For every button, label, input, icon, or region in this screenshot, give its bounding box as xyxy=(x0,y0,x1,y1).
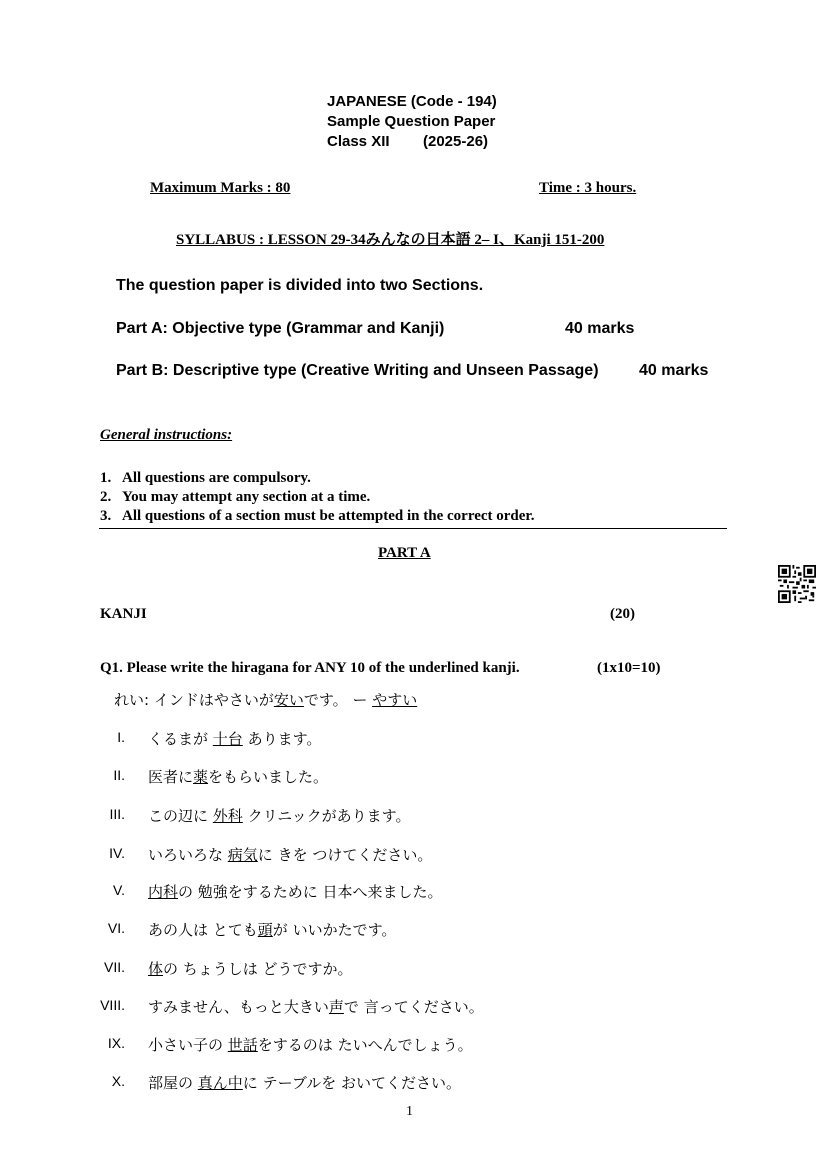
question-1-text: Q1. Please write the hiragana for ANY 10 of the underlined kanji. xyxy=(100,660,520,676)
question-item xyxy=(148,996,484,1017)
example-answer: やすい xyxy=(372,691,418,709)
item-prefix: あの人は とても xyxy=(148,921,258,939)
item-underlined-kanji: 世話 xyxy=(227,1036,258,1054)
item-suffix: に テーブルを おいてください。 xyxy=(242,1074,461,1092)
item-prefix: 小さい子の xyxy=(148,1036,228,1054)
question-1-marks: (1x10=10) xyxy=(597,660,661,676)
item-prefix: 部屋の xyxy=(148,1074,198,1092)
question-item xyxy=(148,1072,461,1093)
item-prefix: この辺に xyxy=(148,807,213,825)
item-suffix: をするのは たいへんでしょう。 xyxy=(257,1036,473,1054)
part-a-title: PART A xyxy=(378,545,431,561)
item-suffix: の ちょうしは どうですか。 xyxy=(163,960,353,978)
example-suffix: です。 ー xyxy=(303,691,373,709)
question-item xyxy=(148,805,410,826)
paper-class: Class XII xyxy=(327,133,390,150)
item-number: IV. xyxy=(109,845,125,861)
item-suffix: に きを つけてください。 xyxy=(257,846,433,864)
item-underlined-kanji: 内科 xyxy=(148,883,179,901)
example-prefix: れい: インドはやさいが xyxy=(114,691,274,709)
question-item xyxy=(148,958,353,979)
item-suffix: をもらいました。 xyxy=(208,768,329,786)
part-a-marks: 40 marks xyxy=(565,320,635,337)
instruction-number: 1. xyxy=(100,470,112,486)
item-prefix: 医者に xyxy=(148,768,194,786)
item-number: IX. xyxy=(107,1035,125,1051)
item-number: I. xyxy=(117,729,125,745)
item-number: VII. xyxy=(103,959,125,975)
item-underlined-kanji: 薬 xyxy=(193,768,209,786)
item-prefix: くるまが xyxy=(148,730,213,748)
instruction-text: You may attempt any section at a time. xyxy=(122,489,371,505)
question-item xyxy=(148,1034,473,1055)
instruction-text: All questions are compulsory. xyxy=(122,470,311,486)
instruction-item xyxy=(100,489,370,506)
instruction-item xyxy=(100,470,311,487)
example-underlined-kanji: 安い xyxy=(273,691,304,709)
question-item xyxy=(148,919,396,940)
item-suffix: が いいかたです。 xyxy=(272,921,397,939)
kanji-section-marks: (20) xyxy=(610,606,635,622)
item-underlined-kanji: 十台 xyxy=(212,730,243,748)
item-suffix: クリニックがあります。 xyxy=(242,807,411,825)
part-b-marks: 40 marks xyxy=(639,362,709,379)
instructions-title: General instructions: xyxy=(100,427,233,443)
item-underlined-kanji: 頭 xyxy=(257,921,273,939)
item-underlined-kanji: 真ん中 xyxy=(197,1074,243,1092)
example-line xyxy=(114,689,417,710)
qr-code-icon xyxy=(778,565,816,603)
maximum-marks: Maximum Marks : 80 xyxy=(150,180,291,196)
instruction-text: All questions of a section must be attempted in the correct order. xyxy=(122,508,535,524)
paper-year: (2025-26) xyxy=(423,133,489,150)
instruction-item xyxy=(100,508,534,525)
item-underlined-kanji: 体 xyxy=(148,960,164,978)
item-underlined-kanji: 声 xyxy=(328,998,344,1016)
item-number: III. xyxy=(109,806,125,822)
paper-title: JAPANESE (Code - 194) xyxy=(327,93,497,110)
item-underlined-kanji: 病気 xyxy=(227,846,258,864)
item-number: VI. xyxy=(107,920,125,936)
kanji-section-label: KANJI xyxy=(100,606,147,622)
part-a-description: Part A: Objective type (Grammar and Kanji) xyxy=(116,320,445,337)
item-prefix: すみません、もっと大きい xyxy=(148,998,329,1016)
part-b-description: Part B: Descriptive type (Creative Writing and Unseen Passage) xyxy=(116,362,599,379)
paper-subtitle: Sample Question Paper xyxy=(327,113,496,130)
page-number: 1 xyxy=(406,1104,413,1119)
time-allowed: Time : 3 hours. xyxy=(539,180,637,196)
question-item xyxy=(148,844,432,865)
syllabus-line: SYLLABUS : LESSON 29-34みんなの日本語 2– I、Kanji 151-200 xyxy=(176,232,605,248)
item-underlined-kanji: 外科 xyxy=(212,807,243,825)
divider-line xyxy=(99,528,727,529)
question-item xyxy=(148,728,321,749)
item-number: VIII. xyxy=(100,997,125,1013)
item-suffix: あります。 xyxy=(242,730,322,748)
item-suffix: で 言ってください。 xyxy=(343,998,484,1016)
item-number: X. xyxy=(111,1073,125,1089)
question-item xyxy=(148,766,328,787)
sections-intro: The question paper is divided into two Sections. xyxy=(116,277,484,294)
instruction-number: 3. xyxy=(100,508,112,524)
item-number: II. xyxy=(113,767,125,783)
item-suffix: の 勉強をするために 日本へ来ました。 xyxy=(178,883,443,901)
item-number: V. xyxy=(113,882,125,898)
instruction-number: 2. xyxy=(100,489,112,505)
question-item xyxy=(148,881,443,902)
item-prefix: いろいろな xyxy=(148,846,228,864)
